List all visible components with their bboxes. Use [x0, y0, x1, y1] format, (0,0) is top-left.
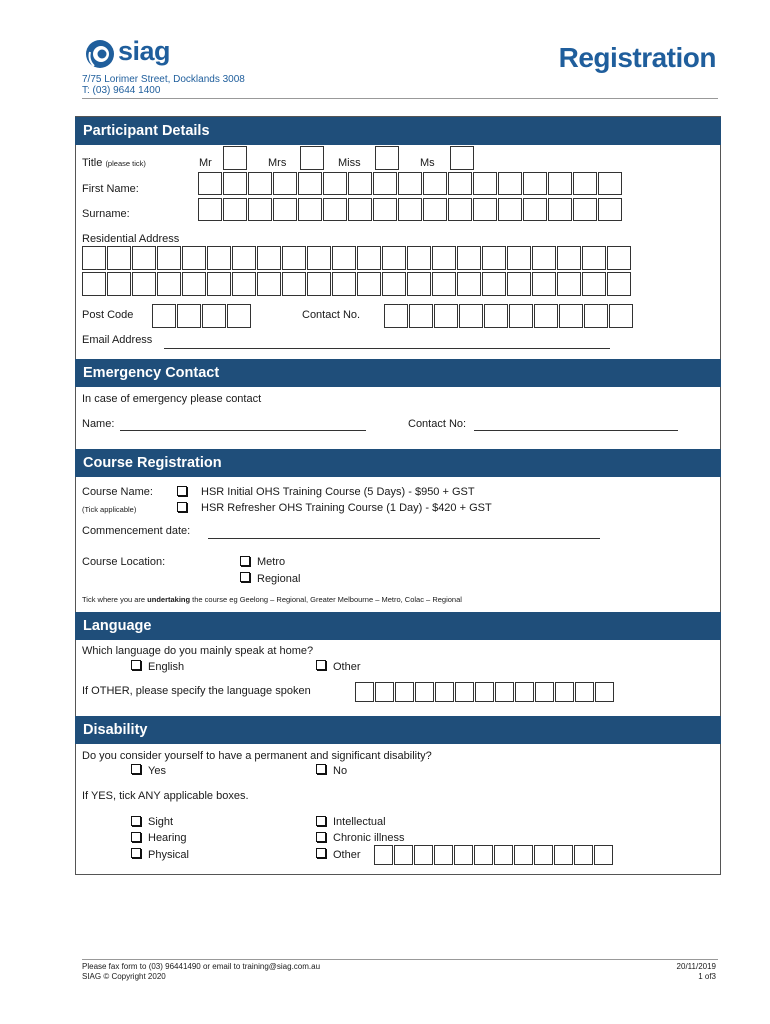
char-box[interactable] [607, 246, 631, 270]
siag-logo [84, 38, 194, 72]
title-ms-box[interactable] [450, 146, 474, 170]
char-box[interactable] [198, 198, 222, 221]
emergency-name-label: Name: [82, 418, 115, 430]
disability-no-checkbox[interactable] [316, 764, 326, 774]
title-miss-box[interactable] [375, 146, 399, 170]
char-box[interactable] [357, 246, 381, 270]
disability-sight-checkbox[interactable] [131, 816, 141, 826]
emergency-contact-label: Contact No: [408, 418, 467, 430]
footer-left [82, 962, 320, 982]
postcode-label: Post Code [82, 309, 134, 321]
char-box[interactable] [323, 198, 347, 221]
section-disability: Disability [75, 716, 721, 744]
char-box[interactable] [432, 272, 456, 296]
commencement-date-label: Commencement date: [82, 525, 191, 537]
disability-other-label: Other [333, 849, 361, 861]
disability-chronic-label: Chronic illness [333, 832, 405, 844]
disability-yes-label: Yes [148, 765, 166, 777]
surname-label: Surname: [82, 208, 130, 220]
char-box[interactable] [548, 198, 572, 221]
title-option-ms: Ms [420, 157, 435, 169]
char-box[interactable] [273, 198, 297, 221]
course-hint: (Tick applicable) [82, 505, 137, 514]
address-boxes-row1[interactable] [82, 246, 632, 270]
disability-sight-label: Sight [148, 816, 174, 828]
char-box[interactable] [423, 198, 447, 221]
char-box[interactable] [348, 172, 372, 195]
char-box[interactable] [534, 304, 558, 328]
char-box[interactable] [374, 845, 393, 865]
char-box[interactable] [507, 272, 531, 296]
char-box[interactable] [432, 246, 456, 270]
char-box[interactable] [257, 272, 281, 296]
char-box[interactable] [435, 682, 454, 702]
section-participant-details: Participant Details [75, 117, 721, 145]
footer-divider [82, 959, 718, 960]
address-boxes-row2[interactable] [82, 272, 632, 296]
char-box[interactable] [407, 246, 431, 270]
char-box[interactable] [473, 172, 497, 195]
disability-question: Do you consider yourself to have a permanent and significant disability? [82, 750, 432, 762]
char-box[interactable] [532, 246, 556, 270]
emergency-contact-field[interactable] [474, 430, 678, 431]
char-box[interactable] [202, 304, 226, 328]
char-box[interactable] [82, 272, 106, 296]
logo-text: siag [118, 36, 171, 66]
title-label-text: Title [82, 157, 103, 169]
disability-other-boxes[interactable] [374, 845, 614, 865]
char-box[interactable] [132, 272, 156, 296]
char-box[interactable] [152, 304, 176, 328]
location-note-suffix: the course eg Geelong – Regional, Greater Melbourne – Metro, Colac – Regional [190, 595, 462, 604]
char-box[interactable] [523, 198, 547, 221]
char-box[interactable] [494, 845, 513, 865]
language-other-label: Other [333, 661, 361, 673]
char-box[interactable] [609, 304, 633, 328]
char-box[interactable] [607, 272, 631, 296]
language-english-label: English [148, 661, 185, 673]
language-other-checkbox[interactable] [316, 660, 326, 670]
disability-hearing-checkbox[interactable] [131, 832, 141, 842]
char-box[interactable] [373, 198, 397, 221]
char-box[interactable] [498, 198, 522, 221]
disability-intellectual-checkbox[interactable] [316, 816, 326, 826]
document-title: Registration [558, 42, 716, 73]
disability-if-yes: If YES, tick ANY applicable boxes. [82, 790, 249, 802]
footer-copyright: SIAG © Copyright 2020 [82, 972, 166, 981]
char-box[interactable] [534, 845, 553, 865]
char-box[interactable] [548, 172, 572, 195]
char-box[interactable] [107, 246, 131, 270]
char-box[interactable] [414, 845, 433, 865]
char-box[interactable] [409, 304, 433, 328]
char-box[interactable] [559, 304, 583, 328]
char-box[interactable] [555, 682, 574, 702]
title-mr-box[interactable] [223, 146, 247, 170]
char-box[interactable] [448, 198, 472, 221]
disability-physical-label: Physical [148, 849, 189, 861]
disability-intellectual-label: Intellectual [333, 816, 386, 828]
company-address [82, 74, 245, 96]
char-box[interactable] [584, 304, 608, 328]
char-box[interactable] [177, 304, 201, 328]
char-box[interactable] [415, 682, 434, 702]
char-box[interactable] [582, 246, 606, 270]
email-field[interactable] [164, 348, 610, 349]
course-name-label: Course Name: [82, 486, 153, 498]
emergency-intro: In case of emergency please contact [82, 393, 262, 405]
language-question: Which language do you mainly speak at home? [82, 645, 314, 657]
section-emergency-contact: Emergency Contact [75, 359, 721, 387]
disability-physical-checkbox[interactable] [131, 848, 141, 858]
char-box[interactable] [535, 682, 554, 702]
char-box[interactable] [207, 246, 231, 270]
char-box[interactable] [575, 682, 594, 702]
char-box[interactable] [223, 198, 247, 221]
char-box[interactable] [574, 845, 593, 865]
char-box[interactable] [523, 172, 547, 195]
char-box[interactable] [298, 172, 322, 195]
char-box[interactable] [582, 272, 606, 296]
char-box[interactable] [448, 172, 472, 195]
char-box[interactable] [332, 272, 356, 296]
course-initial-label: HSR Initial OHS Training Course (5 Days) - $950 + GST [201, 486, 475, 498]
char-box[interactable] [382, 272, 406, 296]
char-box[interactable] [514, 845, 533, 865]
char-box[interactable] [382, 246, 406, 270]
header-divider [82, 98, 718, 99]
footer-right [677, 962, 716, 982]
char-box[interactable] [373, 172, 397, 195]
title-hint: (please tick) [105, 159, 146, 168]
location-metro-checkbox[interactable] [240, 556, 250, 566]
char-box[interactable] [474, 845, 493, 865]
section-course-registration: Course Registration [75, 449, 721, 477]
language-specify-label: If OTHER, please specify the language spoken [82, 685, 311, 697]
contact-number-boxes[interactable] [384, 304, 634, 328]
char-box[interactable] [482, 246, 506, 270]
char-box[interactable] [227, 304, 251, 328]
char-box[interactable] [375, 682, 394, 702]
char-box[interactable] [323, 172, 347, 195]
residential-address-label: Residential Address [82, 233, 180, 245]
disability-no-label: No [333, 765, 348, 777]
char-box[interactable] [498, 172, 522, 195]
location-note-bold: undertaking [147, 595, 191, 604]
char-box[interactable] [232, 246, 256, 270]
char-box[interactable] [484, 304, 508, 328]
footer-page: 1 of3 [698, 972, 716, 981]
footer-contact: Please fax form to (03) 96441490 or email to training@siag.com.au [82, 962, 321, 971]
first-name-boxes[interactable] [198, 172, 623, 195]
location-metro-label: Metro [257, 556, 286, 568]
char-box[interactable] [532, 272, 556, 296]
commencement-date-field[interactable] [208, 538, 600, 539]
postcode-boxes[interactable] [152, 304, 252, 328]
contact-number-label: Contact No. [302, 309, 361, 321]
language-specify-boxes[interactable] [355, 682, 615, 702]
char-box[interactable] [398, 198, 422, 221]
char-box[interactable] [573, 198, 597, 221]
char-box[interactable] [554, 845, 573, 865]
char-box[interactable] [298, 198, 322, 221]
char-box[interactable] [107, 272, 131, 296]
course-refresher-checkbox[interactable] [177, 502, 187, 512]
title-option-mr: Mr [199, 157, 212, 169]
char-box[interactable] [573, 172, 597, 195]
char-box[interactable] [198, 172, 222, 195]
phone-line: T: (03) 9644 1400 [82, 85, 161, 96]
char-box[interactable] [282, 246, 306, 270]
char-box[interactable] [395, 682, 414, 702]
char-box[interactable] [507, 246, 531, 270]
char-box[interactable] [357, 272, 381, 296]
char-box[interactable] [398, 172, 422, 195]
first-name-label: First Name: [82, 183, 139, 195]
course-initial-checkbox[interactable] [177, 486, 187, 496]
char-box[interactable] [454, 845, 473, 865]
char-box[interactable] [473, 198, 497, 221]
char-box[interactable] [82, 246, 106, 270]
location-note-prefix: Tick where you are [82, 595, 148, 604]
char-box[interactable] [475, 682, 494, 702]
char-box[interactable] [595, 682, 614, 702]
char-box[interactable] [257, 246, 281, 270]
char-box[interactable] [423, 172, 447, 195]
course-refresher-label: HSR Refresher OHS Training Course (1 Day) - $420 + GST [201, 502, 492, 514]
logo-mark-icon [84, 38, 118, 72]
title-option-miss: Miss [338, 157, 361, 169]
course-location-label: Course Location: [82, 556, 166, 568]
address-line: 7/75 Lorimer Street, Docklands 3008 [82, 74, 245, 85]
char-box[interactable] [394, 845, 413, 865]
char-box[interactable] [509, 304, 533, 328]
char-box[interactable] [515, 682, 534, 702]
char-box[interactable] [307, 246, 331, 270]
char-box[interactable] [557, 246, 581, 270]
char-box[interactable] [248, 198, 272, 221]
disability-other-checkbox[interactable] [316, 848, 326, 858]
char-box[interactable] [482, 272, 506, 296]
email-label: Email Address [82, 334, 153, 346]
disability-hearing-label: Hearing [148, 832, 187, 844]
title-mrs-box[interactable] [300, 146, 324, 170]
title-option-mrs: Mrs [268, 157, 287, 169]
disability-yes-checkbox[interactable] [131, 764, 141, 774]
char-box[interactable] [132, 246, 156, 270]
char-box[interactable] [434, 304, 458, 328]
char-box[interactable] [157, 246, 181, 270]
char-box[interactable] [455, 682, 474, 702]
char-box[interactable] [348, 198, 372, 221]
footer-date: 20/11/2019 [676, 962, 716, 971]
char-box[interactable] [307, 272, 331, 296]
emergency-name-field[interactable] [120, 430, 366, 431]
char-box[interactable] [332, 246, 356, 270]
char-box[interactable] [459, 304, 483, 328]
char-box[interactable] [407, 272, 431, 296]
location-regional-label: Regional [257, 573, 301, 585]
char-box[interactable] [457, 272, 481, 296]
char-box[interactable] [384, 304, 408, 328]
char-box[interactable] [495, 682, 514, 702]
section-language: Language [75, 612, 721, 640]
char-box[interactable] [223, 172, 247, 195]
title-label [82, 157, 146, 169]
surname-boxes[interactable] [198, 198, 623, 221]
location-regional-checkbox[interactable] [240, 572, 250, 582]
char-box[interactable] [557, 272, 581, 296]
char-box[interactable] [598, 198, 622, 221]
language-english-checkbox[interactable] [131, 660, 141, 670]
char-box[interactable] [182, 272, 206, 296]
char-box[interactable] [273, 172, 297, 195]
char-box[interactable] [207, 272, 231, 296]
char-box[interactable] [282, 272, 306, 296]
char-box[interactable] [182, 246, 206, 270]
char-box[interactable] [157, 272, 181, 296]
char-box[interactable] [598, 172, 622, 195]
char-box[interactable] [457, 246, 481, 270]
location-note [82, 595, 462, 604]
disability-chronic-checkbox[interactable] [316, 832, 326, 842]
char-box[interactable] [248, 172, 272, 195]
char-box[interactable] [232, 272, 256, 296]
char-box[interactable] [594, 845, 613, 865]
char-box[interactable] [355, 682, 374, 702]
char-box[interactable] [434, 845, 453, 865]
